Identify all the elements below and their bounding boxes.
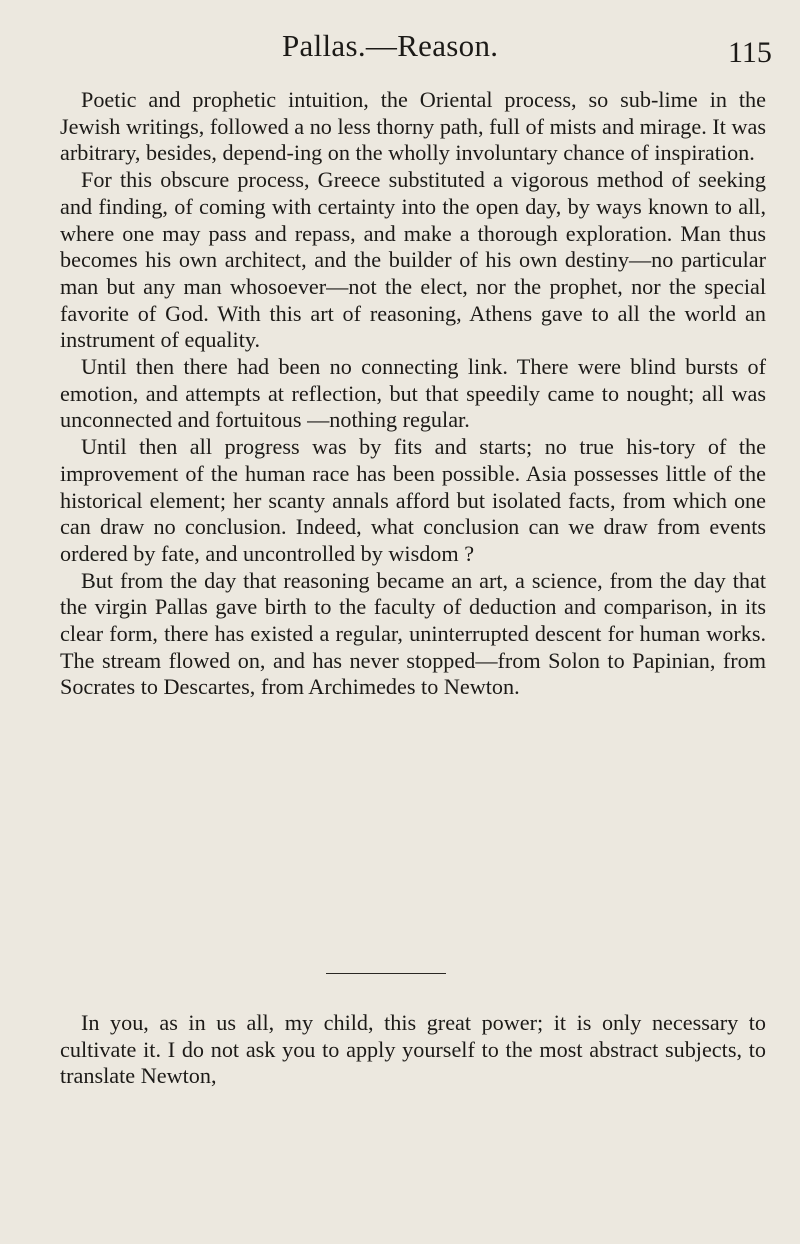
- page-number: 115: [728, 36, 772, 69]
- main-text: [60, 87, 766, 701]
- paragraph: For this obscure process, Greece substituted a vigorous method of seeking and finding, of coming with certainty into the open day, by ways known to all, where one may pass and repass, and make a thorough exploration. Man thus becomes his own architect, and the builder of his own destiny—no particular man but any man whosoever—not the elect, nor the prophet, nor the special favorite of God. With this art of reasoning, Athens gave to all the world an instrument of equality.: [60, 167, 766, 353]
- paragraph: In you, as in us all, my child, this great power; it is only necessary to cultivate it. I do not ask you to apply yourself to the most abstract subjects, to translate Newton,: [60, 1010, 766, 1089]
- paragraph: Until then all progress was by fits and starts; no true his-tory of the improvement of the human race has been possible. Asia possesses little of the historical element; her scanty annals afford but isolated facts, from which one can draw no conclusion. Indeed, what conclusion can we draw from events ordered by fate, and uncontrolled by wisdom ?: [60, 434, 766, 566]
- paragraph: Until then there had been no connecting link. There were blind bursts of emotion, and attempts at reflection, but that speedily came to nought; all was unconnected and fortuitous —nothing regular.: [60, 354, 766, 433]
- paragraph: Poetic and prophetic intuition, the Oriental process, so sub-lime in the Jewish writings, followed a no less thorny path, full of mists and mirage. It was arbitrary, besides, depend-ing on the wholly involuntary chance of inspiration.: [60, 87, 766, 166]
- paragraph: But from the day that reasoning became an art, a science, from the day that the virgin Pallas gave birth to the faculty of deduction and comparison, in its clear form, there has existed a regular, uninterrupted descent for human works. The stream flowed on, and has never stopped—from Solon to Papinian, from Socrates to Descartes, from Archimedes to Newton.: [60, 567, 766, 700]
- section-divider: [326, 973, 446, 974]
- running-title: Pallas.—Reason.: [282, 28, 499, 63]
- letter-text: [60, 1010, 766, 1090]
